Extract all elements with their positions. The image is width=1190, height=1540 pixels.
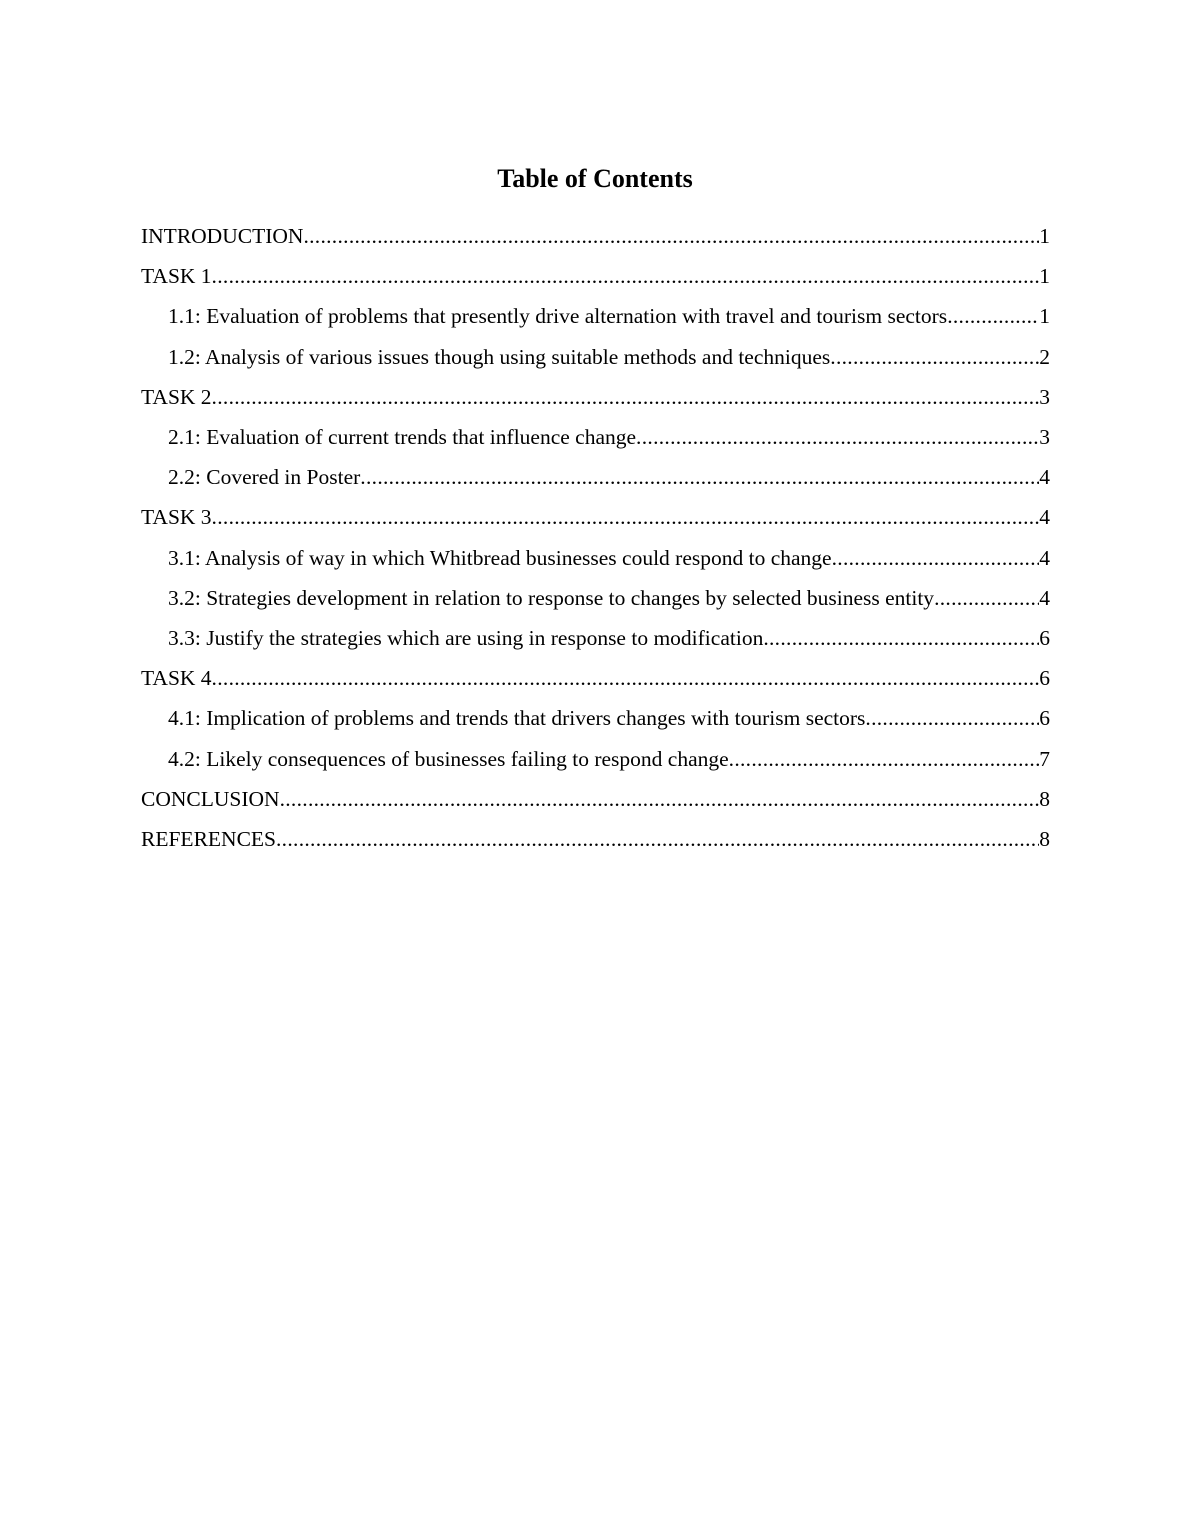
toc-entry-label: 2.2: Covered in Poster: [168, 465, 361, 490]
toc-page-number: 4: [1039, 545, 1050, 570]
toc-page-number: 4: [1039, 585, 1050, 610]
toc-entry-label: 4.1: Implication of problems and trends that drivers changes with tourism sectors: [168, 706, 866, 731]
toc-entry-1-2[interactable]: [141, 337, 1050, 377]
toc-entry-3-2[interactable]: [141, 578, 1050, 618]
toc-dot-leader: [303, 216, 1039, 256]
toc-dot-leader: [729, 739, 1040, 779]
toc-page-number: 4: [1039, 505, 1050, 530]
toc-entry-task-2[interactable]: [141, 377, 1050, 417]
toc-page-number: 1: [1039, 264, 1050, 289]
toc-page-number: 6: [1039, 666, 1050, 691]
toc-entry-label: 1.2: Analysis of various issues though using suitable methods and techniques: [168, 344, 831, 369]
toc-dot-leader: [636, 417, 1039, 457]
toc-dot-leader: [830, 337, 1039, 377]
toc-page-number: 8: [1039, 786, 1050, 811]
toc-entry-2-2[interactable]: [141, 457, 1050, 497]
toc-entry-4-1[interactable]: [141, 698, 1050, 738]
toc-page-number: 3: [1039, 384, 1050, 409]
toc-dot-leader: [360, 457, 1039, 497]
toc-entry-label: TASK 2: [141, 384, 212, 409]
toc-entry-task-3[interactable]: [141, 497, 1050, 537]
toc-entry-references[interactable]: [141, 819, 1050, 859]
toc-entry-label: REFERENCES: [141, 826, 276, 851]
toc-page-number: 1: [1039, 224, 1050, 249]
toc-entry-task-1[interactable]: [141, 256, 1050, 296]
toc-page-number: 1: [1039, 304, 1050, 329]
toc-dot-leader: [212, 377, 1040, 417]
toc-entry-4-2[interactable]: [141, 738, 1050, 778]
toc-entry-label: TASK 4: [141, 666, 212, 691]
toc-page-number: 3: [1039, 425, 1050, 450]
toc-entry-label: 2.1: Evaluation of current trends that influence change: [168, 425, 637, 450]
toc-dot-leader: [212, 658, 1040, 698]
toc-entry-label: TASK 3: [141, 505, 212, 530]
toc-entry-label: 4.2: Likely consequences of businesses failing to respond change: [168, 746, 729, 771]
toc-entry-label: 3.2: Strategies development in relation to response to changes by selected business entity: [168, 585, 935, 610]
toc-entry-label: CONCLUSION: [141, 786, 280, 811]
toc-entry-label: TASK 1: [141, 264, 212, 289]
toc-heading: Table of Contents: [497, 164, 693, 193]
toc-dot-leader: [212, 497, 1040, 537]
toc-entry-label: 1.1: Evaluation of problems that presently drive alternation with travel and tourism sectors: [168, 304, 948, 329]
toc-entry-introduction[interactable]: [141, 216, 1050, 256]
toc-entry-1-1[interactable]: [141, 296, 1050, 336]
toc-page-number: 6: [1039, 706, 1050, 731]
toc-dot-leader: [865, 698, 1039, 738]
toc-entry-label: 3.1: Analysis of way in which Whitbread businesses could respond to change: [168, 545, 832, 570]
toc-dot-leader: [276, 819, 1039, 859]
toc-dot-leader: [934, 578, 1039, 618]
toc-page-number: 4: [1039, 465, 1050, 490]
toc-dot-leader: [947, 296, 1039, 336]
toc-dot-leader: [212, 256, 1040, 296]
toc-page-number: 2: [1039, 344, 1050, 369]
toc-entry-label: INTRODUCTION: [141, 224, 304, 249]
toc-entry-conclusion[interactable]: [141, 779, 1050, 819]
toc-entry-label: 3.3: Justify the strategies which are using in response to modification: [168, 625, 764, 650]
toc-dot-leader: [763, 618, 1039, 658]
toc-page-number: 6: [1039, 625, 1050, 650]
toc-entry-2-1[interactable]: [141, 417, 1050, 457]
toc-entry-3-1[interactable]: [141, 538, 1050, 578]
toc-page-number: 8: [1039, 826, 1050, 851]
toc-entry-3-3[interactable]: [141, 618, 1050, 658]
toc-list: [141, 216, 1050, 859]
toc-entry-task-4[interactable]: [141, 658, 1050, 698]
toc-dot-leader: [280, 779, 1040, 819]
toc-dot-leader: [832, 538, 1040, 578]
toc-page-number: 7: [1039, 746, 1050, 771]
